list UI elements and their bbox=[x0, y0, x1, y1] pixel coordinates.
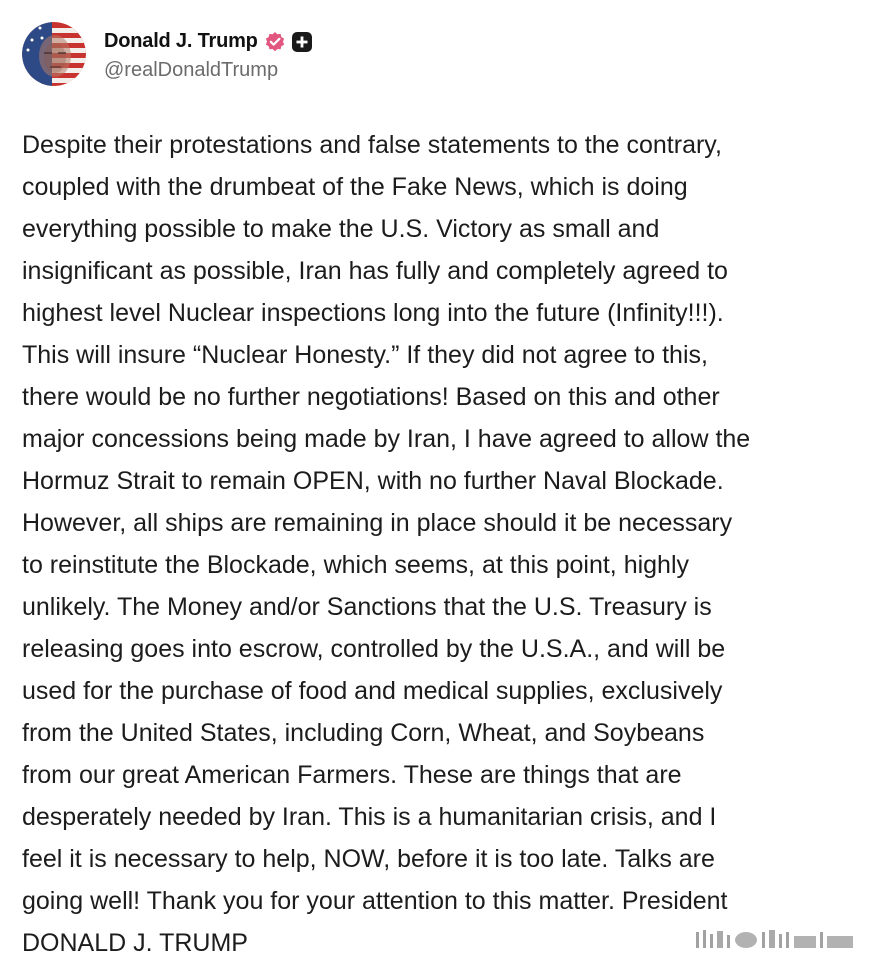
post-text-line: highest level Nuclear inspections long into the future (Infinity!!!). bbox=[22, 299, 724, 327]
post-text-line: major concessions being made by Iran, I have agreed to allow the bbox=[22, 425, 751, 453]
post-text-line: However, all ships are remaining in place should it be necessary bbox=[22, 509, 733, 537]
post-text bbox=[22, 124, 867, 964]
post-text-line: DONALD J. TRUMP bbox=[22, 929, 248, 957]
post-text-line: from the United States, including Corn, Wheat, and Soybeans bbox=[22, 719, 705, 747]
avatar[interactable] bbox=[22, 22, 86, 86]
author-name-row bbox=[104, 27, 312, 57]
post-text-line: releasing goes into escrow, controlled by the U.S.A., and will be bbox=[22, 635, 726, 663]
author-identity bbox=[104, 27, 312, 82]
post-text-line: feel it is necessary to help, NOW, before it is too late. Talks are bbox=[22, 845, 715, 873]
author-handle[interactable]: @realDonaldTrump bbox=[104, 58, 279, 81]
post-text-line: coupled with the drumbeat of the Fake News, which is doing bbox=[22, 173, 688, 201]
verified-badge-icon bbox=[264, 31, 286, 53]
post-text-line: from our great American Farmers. These are things that are bbox=[22, 761, 682, 789]
post-text-line: This will insure “Nuclear Honesty.” If they did not agree to this, bbox=[22, 341, 708, 369]
post-text-line: unlikely. The Money and/or Sanctions that the U.S. Treasury is bbox=[22, 593, 712, 621]
post-header bbox=[22, 22, 312, 86]
post-text-line: going well! Thank you for your attention to this matter. President bbox=[22, 887, 728, 915]
author-display-name[interactable]: Donald J. Trump bbox=[104, 30, 258, 52]
plus-badge-icon bbox=[292, 32, 312, 52]
post-text-line: used for the purchase of food and medical supplies, exclusively bbox=[22, 677, 723, 705]
watermark-logo-icon bbox=[694, 926, 858, 954]
post-text-line: Hormuz Strait to remain OPEN, with no further Naval Blockade. bbox=[22, 467, 724, 495]
post-text-line: Despite their protestations and false statements to the contrary, bbox=[22, 131, 722, 159]
post-text-line: insignificant as possible, Iran has fully and completely agreed to bbox=[22, 257, 728, 285]
post-text-line: to reinstitute the Blockade, which seems, at this point, highly bbox=[22, 551, 690, 579]
post-text-line: there would be no further negotiations! Based on this and other bbox=[22, 383, 720, 411]
post-text-line: desperately needed by Iran. This is a humanitarian crisis, and I bbox=[22, 803, 717, 831]
avatar-flag-portrait-icon bbox=[22, 22, 86, 86]
post-text-line: everything possible to make the U.S. Victory as small and bbox=[22, 215, 660, 243]
